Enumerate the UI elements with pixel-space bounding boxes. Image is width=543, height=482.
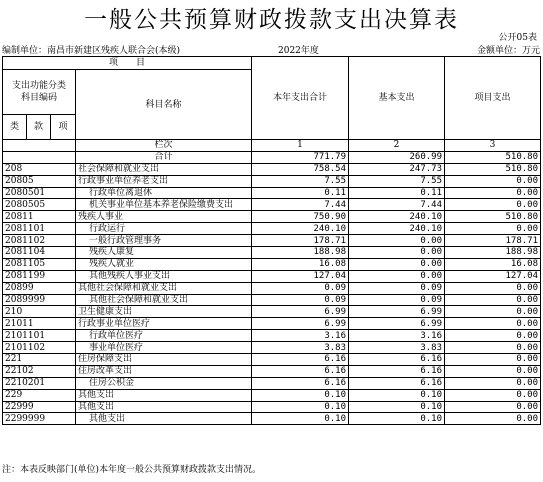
- row-basic: 240.10: [349, 211, 445, 223]
- header-total: 本年支出合计: [252, 57, 349, 140]
- row-name: 机关事业单位基本养老保险缴费支出: [76, 199, 252, 211]
- row-name: 行政单位医疗: [76, 330, 252, 342]
- row-code: 221: [3, 354, 76, 366]
- table-row: [3, 342, 541, 354]
- row-code: 2081102: [3, 235, 76, 247]
- row-basic: 0.11: [349, 187, 445, 199]
- header-name: 科目名称: [76, 70, 252, 140]
- row-project: 0.00: [445, 199, 541, 211]
- table-row: [3, 199, 541, 211]
- row-project: 16.08: [445, 258, 541, 270]
- row-code: 20805: [3, 175, 76, 187]
- row-basic: 6.99: [349, 318, 445, 330]
- table-row: [3, 318, 541, 330]
- header-basic: 基本支出: [349, 57, 445, 140]
- table-row: [3, 389, 541, 401]
- row-code: 229: [3, 389, 76, 401]
- table-row: [3, 163, 541, 175]
- row-code: 20811: [3, 211, 76, 223]
- header-code-group: 支出功能分类 科目编码: [3, 70, 76, 115]
- row-name: 住房改革支出: [76, 365, 252, 377]
- row-name: 其他支出: [76, 401, 252, 413]
- row-project: 0.00: [445, 389, 541, 401]
- header-col-seq: 栏次: [76, 140, 252, 152]
- row-total: 0.10: [252, 389, 349, 401]
- row-total: 7.55: [252, 175, 349, 187]
- row-name: 行政单位离退休: [76, 187, 252, 199]
- row-basic: 0.10: [349, 401, 445, 413]
- row-code: 21011: [3, 318, 76, 330]
- row-name: 其他社会保障和就业支出: [76, 294, 252, 306]
- row-name: 一般行政管理事务: [76, 235, 252, 247]
- row-project: 510.80: [445, 151, 541, 163]
- row-basic: 6.16: [349, 365, 445, 377]
- header-lei: 类: [3, 115, 27, 140]
- header-n3: 3: [445, 140, 541, 152]
- row-total: 771.79: [252, 151, 349, 163]
- row-total: 0.09: [252, 282, 349, 294]
- table-row: [3, 365, 541, 377]
- row-name: 其他社会保障和就业支出: [76, 282, 252, 294]
- header-project-expense: 项目支出: [445, 57, 541, 140]
- row-name: 行政事业单位养老支出: [76, 175, 252, 187]
- row-total: 16.08: [252, 258, 349, 270]
- row-project: 0.00: [445, 354, 541, 366]
- row-basic: 3.16: [349, 330, 445, 342]
- header-n1: 1: [252, 140, 349, 152]
- row-project: 0.00: [445, 413, 541, 425]
- row-basic: 247.73: [349, 163, 445, 175]
- header-row-seq: [3, 140, 541, 152]
- row-code: 2081101: [3, 223, 76, 235]
- row-total: 6.16: [252, 377, 349, 389]
- row-name: 住房保障支出: [76, 354, 252, 366]
- table-row: [3, 187, 541, 199]
- table-row: [3, 401, 541, 413]
- row-project: 0.00: [445, 175, 541, 187]
- row-name: 其他残疾人事业支出: [76, 270, 252, 282]
- row-code: 2080501: [3, 187, 76, 199]
- row-name: 住房公积金: [76, 377, 252, 389]
- row-name: 其他支出: [76, 413, 252, 425]
- header-kuan: 款: [27, 115, 51, 140]
- amount-unit: 金额单位：万元: [476, 46, 540, 56]
- row-total: 6.16: [252, 365, 349, 377]
- header-n2: 2: [349, 140, 445, 152]
- row-name: 残疾人就业: [76, 258, 252, 270]
- row-name: 社会保障和就业支出: [76, 163, 252, 175]
- row-code: 2101101: [3, 330, 76, 342]
- row-basic: 0.00: [349, 258, 445, 270]
- row-total: 750.90: [252, 211, 349, 223]
- report-title: 一般公共预算财政拨款支出决算表: [84, 7, 459, 33]
- row-basic: 240.10: [349, 223, 445, 235]
- table-row: [3, 282, 541, 294]
- row-basic: 6.16: [349, 377, 445, 389]
- row-basic: 0.09: [349, 294, 445, 306]
- row-code: 208: [3, 163, 76, 175]
- row-total: 188.98: [252, 247, 349, 259]
- compiling-unit: 编制单位：南昌市新建区残疾人联合会(本级): [2, 46, 181, 56]
- table-row: [3, 211, 541, 223]
- row-basic: 3.83: [349, 342, 445, 354]
- table-row: [3, 223, 541, 235]
- row-code: 210: [3, 306, 76, 318]
- row-project: 0.00: [445, 401, 541, 413]
- row-name: 其他支出: [76, 389, 252, 401]
- table-row: [3, 306, 541, 318]
- row-total: 3.16: [252, 330, 349, 342]
- row-project: 0.00: [445, 342, 541, 354]
- row-code: 2081104: [3, 247, 76, 259]
- row-code: 22999: [3, 401, 76, 413]
- table-row: [3, 377, 541, 389]
- row-code: 20899: [3, 282, 76, 294]
- row-project: 0.00: [445, 294, 541, 306]
- row-total: 6.99: [252, 306, 349, 318]
- row-total: 178.71: [252, 235, 349, 247]
- row-code: 2210201: [3, 377, 76, 389]
- row-basic: 0.10: [349, 413, 445, 425]
- row-project: 0.00: [445, 187, 541, 199]
- row-project: 0.00: [445, 223, 541, 235]
- row-total: 0.09: [252, 294, 349, 306]
- row-code: [3, 151, 76, 163]
- row-total: 0.11: [252, 187, 349, 199]
- table-row: [3, 270, 541, 282]
- table-row: [3, 294, 541, 306]
- row-total: 0.10: [252, 413, 349, 425]
- header-row-project: [3, 57, 541, 70]
- row-project: 510.80: [445, 211, 541, 223]
- row-total: 240.10: [252, 223, 349, 235]
- row-project: 0.00: [445, 282, 541, 294]
- table-row: [3, 175, 541, 187]
- row-total: 6.16: [252, 354, 349, 366]
- row-total: 7.44: [252, 199, 349, 211]
- row-name: 残疾人康复: [76, 247, 252, 259]
- row-name: 行政运行: [76, 223, 252, 235]
- seq-blank: [3, 140, 76, 152]
- row-project: 0.00: [445, 365, 541, 377]
- fiscal-year: 2022年度: [278, 46, 319, 56]
- row-basic: 260.99: [349, 151, 445, 163]
- row-code: 2299999: [3, 413, 76, 425]
- row-code: 2089999: [3, 294, 76, 306]
- table-row: [3, 354, 541, 366]
- table-row: [3, 151, 541, 163]
- row-project: 0.00: [445, 318, 541, 330]
- row-code: 2081199: [3, 270, 76, 282]
- row-basic: 0.00: [349, 235, 445, 247]
- table-row: [3, 413, 541, 425]
- row-basic: 7.44: [349, 199, 445, 211]
- row-name: 合计: [76, 151, 252, 163]
- table-row: [3, 258, 541, 270]
- row-code: 22102: [3, 365, 76, 377]
- row-total: 127.04: [252, 270, 349, 282]
- row-basic: 0.00: [349, 270, 445, 282]
- row-basic: 0.10: [349, 389, 445, 401]
- header-project: 项 目: [3, 57, 252, 70]
- row-project: 0.00: [445, 306, 541, 318]
- row-total: 6.99: [252, 318, 349, 330]
- table-row: [3, 330, 541, 342]
- form-number: 公开05表: [498, 33, 537, 43]
- row-total: 3.83: [252, 342, 349, 354]
- row-basic: 0.00: [349, 247, 445, 259]
- header-xiang: 项: [51, 115, 76, 140]
- row-name: 残疾人事业: [76, 211, 252, 223]
- row-project: 510.80: [445, 163, 541, 175]
- row-basic: 7.55: [349, 175, 445, 187]
- row-code: 2080505: [3, 199, 76, 211]
- table-row: [3, 235, 541, 247]
- row-code: 2101102: [3, 342, 76, 354]
- table-row: [3, 247, 541, 259]
- row-basic: 6.16: [349, 354, 445, 366]
- row-name: 卫生健康支出: [76, 306, 252, 318]
- row-project: 0.00: [445, 377, 541, 389]
- row-name: 行政事业单位医疗: [76, 318, 252, 330]
- row-project: 127.04: [445, 270, 541, 282]
- footnote: 注：本表反映部门(单位)本年度一般公共预算财政拨款支出情况。: [2, 465, 262, 475]
- row-total: 758.54: [252, 163, 349, 175]
- row-project: 0.00: [445, 330, 541, 342]
- row-code: 2081105: [3, 258, 76, 270]
- row-project: 178.71: [445, 235, 541, 247]
- row-total: 0.10: [252, 401, 349, 413]
- row-project: 188.98: [445, 247, 541, 259]
- row-basic: 0.09: [349, 282, 445, 294]
- row-name: 事业单位医疗: [76, 342, 252, 354]
- expenditure-table: [2, 56, 541, 425]
- row-basic: 6.99: [349, 306, 445, 318]
